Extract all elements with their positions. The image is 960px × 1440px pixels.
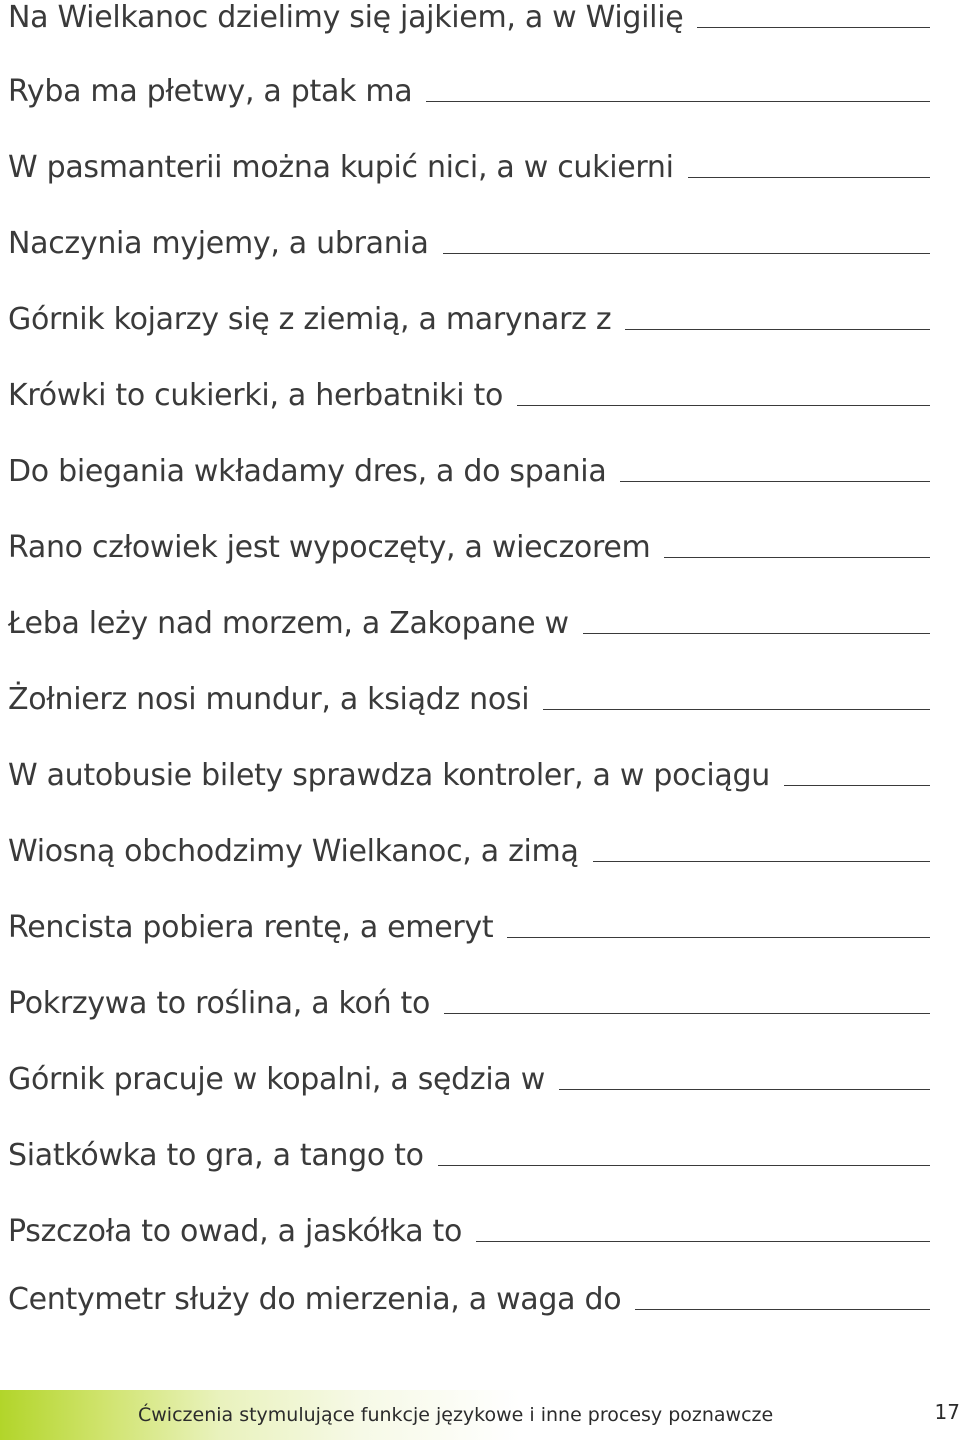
exercise-line bbox=[8, 454, 930, 494]
exercise-line bbox=[8, 1282, 930, 1322]
sentence-prompt: Naczynia myjemy, a ubrania bbox=[8, 226, 429, 261]
answer-blank[interactable] bbox=[625, 329, 930, 330]
exercise-line bbox=[8, 530, 930, 570]
sentence-prompt: Do biegania wkładamy dres, a do spania bbox=[8, 454, 607, 489]
answer-blank[interactable] bbox=[664, 557, 930, 558]
sentence-prompt: Żołnierz nosi mundur, a ksiądz nosi bbox=[8, 682, 530, 717]
answer-blank[interactable] bbox=[507, 937, 930, 938]
sentence-prompt: Wiosną obchodzimy Wielkanoc, a zimą bbox=[8, 834, 579, 869]
exercise-line bbox=[8, 378, 930, 418]
answer-blank[interactable] bbox=[620, 481, 930, 482]
exercise-line bbox=[8, 834, 930, 874]
answer-blank[interactable] bbox=[593, 861, 930, 862]
sentence-prompt: Górnik kojarzy się z ziemią, a marynarz z bbox=[8, 302, 612, 337]
exercise-line bbox=[8, 302, 930, 342]
sentence-prompt: W autobusie bilety sprawdza kontroler, a w pociągu bbox=[8, 758, 770, 793]
page-footer bbox=[0, 1390, 960, 1440]
exercise-line bbox=[8, 758, 930, 798]
answer-blank[interactable] bbox=[443, 253, 930, 254]
answer-blank[interactable] bbox=[635, 1309, 930, 1310]
sentence-prompt: Łeba leży nad morzem, a Zakopane w bbox=[8, 606, 569, 641]
answer-blank[interactable] bbox=[438, 1165, 930, 1166]
sentence-prompt: Rano człowiek jest wypoczęty, a wieczorem bbox=[8, 530, 651, 565]
answer-blank[interactable] bbox=[476, 1241, 930, 1242]
sentence-prompt: Pokrzywa to roślina, a koń to bbox=[8, 986, 431, 1021]
answer-blank[interactable] bbox=[444, 1013, 930, 1014]
exercise-line bbox=[8, 986, 930, 1026]
sentence-prompt: Na Wielkanoc dzielimy się jajkiem, a w Wigilię bbox=[8, 0, 684, 35]
sentence-prompt: Centymetr służy do mierzenia, a waga do bbox=[8, 1282, 622, 1317]
answer-blank[interactable] bbox=[784, 785, 930, 786]
exercise-line bbox=[8, 682, 930, 722]
answer-blank[interactable] bbox=[426, 101, 930, 102]
answer-blank[interactable] bbox=[697, 27, 930, 28]
page-number: 17 bbox=[934, 1400, 960, 1424]
sentence-prompt: Rencista pobiera rentę, a emeryt bbox=[8, 910, 494, 945]
exercise-line bbox=[8, 0, 930, 40]
sentence-prompt: Siatkówka to gra, a tango to bbox=[8, 1138, 424, 1173]
exercise-line bbox=[8, 226, 930, 266]
sentence-prompt: Krówki to cukierki, a herbatniki to bbox=[8, 378, 504, 413]
answer-blank[interactable] bbox=[543, 709, 930, 710]
exercise-line bbox=[8, 1138, 930, 1178]
exercise-line bbox=[8, 1062, 930, 1102]
answer-blank[interactable] bbox=[517, 405, 930, 406]
footer-caption: Ćwiczenia stymulujące funkcje językowe i inne procesy poznawcze bbox=[138, 1404, 774, 1426]
exercise-line bbox=[8, 1214, 930, 1254]
exercise-line bbox=[8, 150, 930, 190]
exercise-line bbox=[8, 606, 930, 646]
sentence-prompt: W pasmanterii można kupić nici, a w cukierni bbox=[8, 150, 674, 185]
exercise-line bbox=[8, 910, 930, 950]
sentence-prompt: Ryba ma płetwy, a ptak ma bbox=[8, 74, 413, 109]
exercise-line bbox=[8, 74, 930, 114]
sentence-prompt: Pszczoła to owad, a jaskółka to bbox=[8, 1214, 463, 1249]
sentence-prompt: Górnik pracuje w kopalni, a sędzia w bbox=[8, 1062, 545, 1097]
answer-blank[interactable] bbox=[583, 633, 930, 634]
answer-blank[interactable] bbox=[688, 177, 930, 178]
answer-blank[interactable] bbox=[559, 1089, 930, 1090]
